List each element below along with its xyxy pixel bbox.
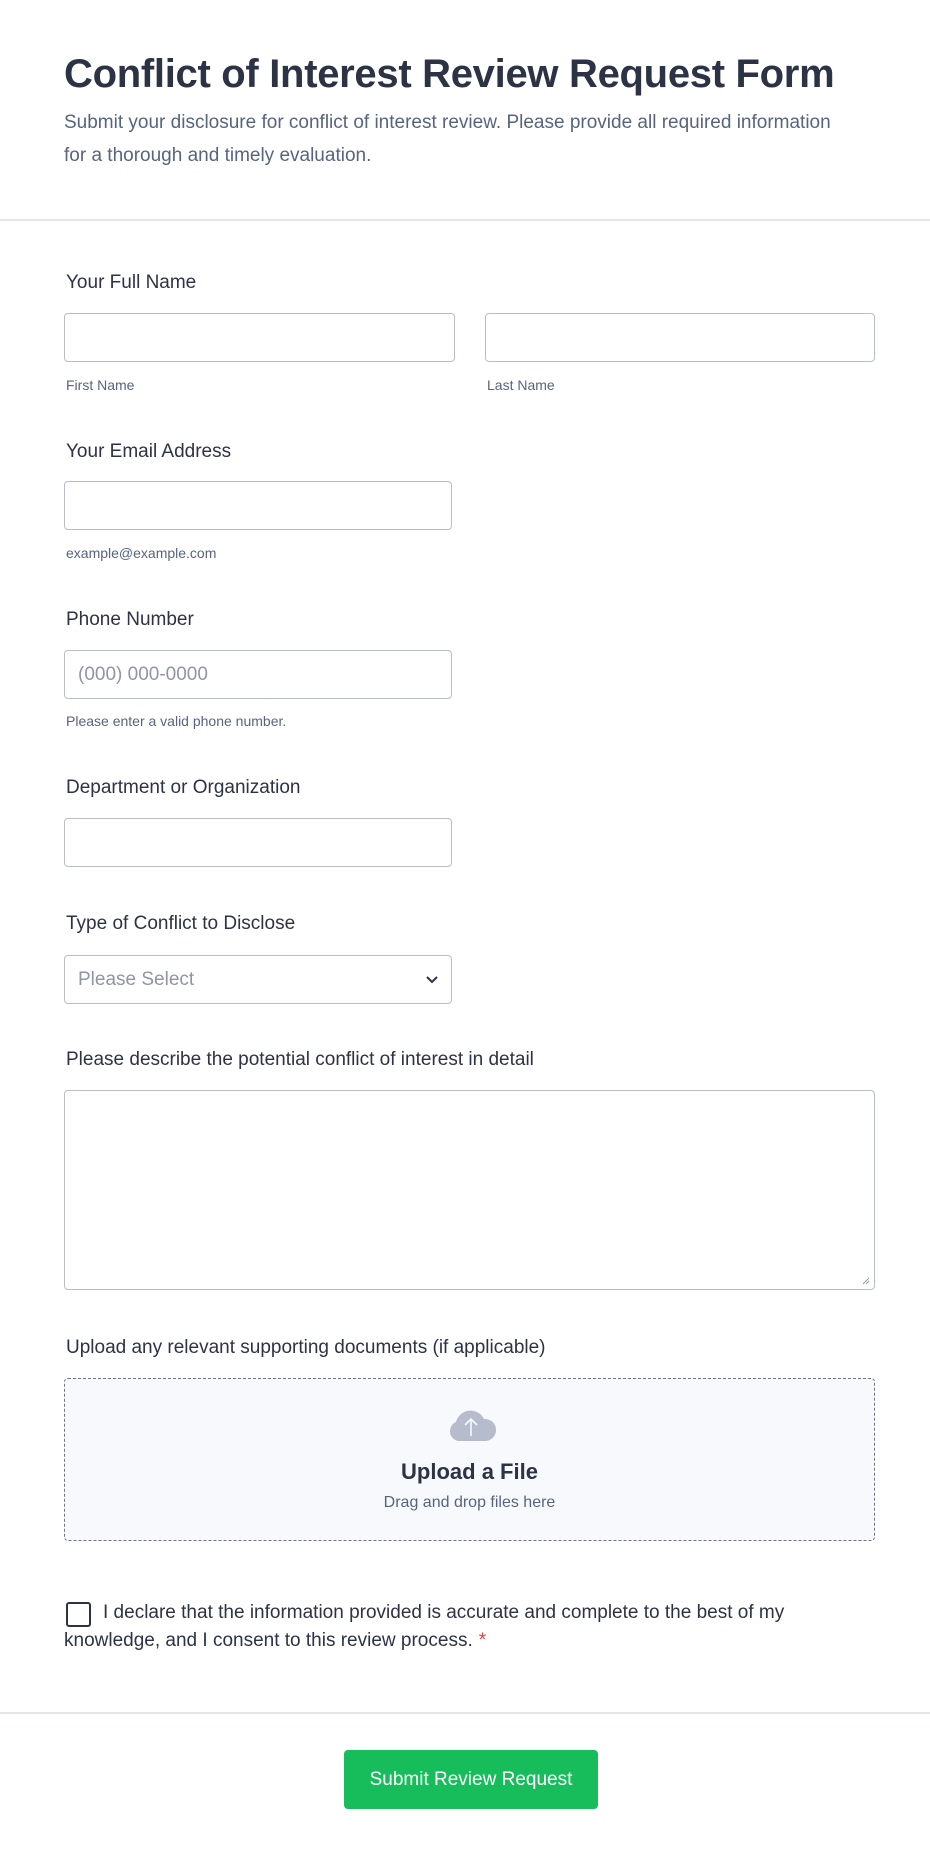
first-name-input[interactable] [64,313,455,362]
full-name-label: Your Full Name [66,272,197,293]
required-mark: * [478,1630,487,1651]
footer-divider [0,1712,930,1714]
page-title: Conflict of Interest Review Request Form [64,52,835,96]
phone-hint: Please enter a valid phone number. [66,713,287,729]
chevron-down-icon [425,956,439,1022]
department-input[interactable] [64,818,452,867]
first-name-hint: First Name [66,377,135,393]
conflict-type-selected: Please Select [78,969,195,990]
file-dropzone[interactable] [64,1378,875,1541]
description-textarea[interactable] [64,1090,875,1290]
upload-title: Upload a File [401,1459,538,1484]
declaration-text [64,1599,804,1655]
declaration-label: I declare that the information provided is accurate and complete to the best of my knowledge, and I consent to this review process. [64,1602,785,1651]
cloud-upload-icon [446,1407,496,1443]
email-input[interactable] [64,481,452,530]
department-label: Department or Organization [66,777,301,798]
phone-label: Phone Number [66,609,194,630]
conflict-type-label: Type of Conflict to Disclose [66,913,296,934]
conflict-type-select[interactable] [64,955,452,1004]
upload-label: Upload any relevant supporting documents (if applicable) [66,1337,546,1358]
last-name-input[interactable] [485,313,875,362]
phone-input[interactable]: (000) 000-0000 [64,650,452,699]
email-hint: example@example.com [66,545,217,561]
submit-button[interactable]: Submit Review Request [344,1750,598,1809]
page-subtitle: Submit your disclosure for conflict of interest review. Please provide all required information for a thorough and timely evaluation. [64,112,831,166]
resize-handle-icon[interactable] [860,1275,870,1285]
email-label: Your Email Address [66,441,232,462]
upload-subtitle: Drag and drop files here [383,1494,556,1511]
last-name-hint: Last Name [487,377,555,393]
description-label: Please describe the potential conflict of interest in detail [66,1049,534,1070]
header-divider [0,219,930,221]
